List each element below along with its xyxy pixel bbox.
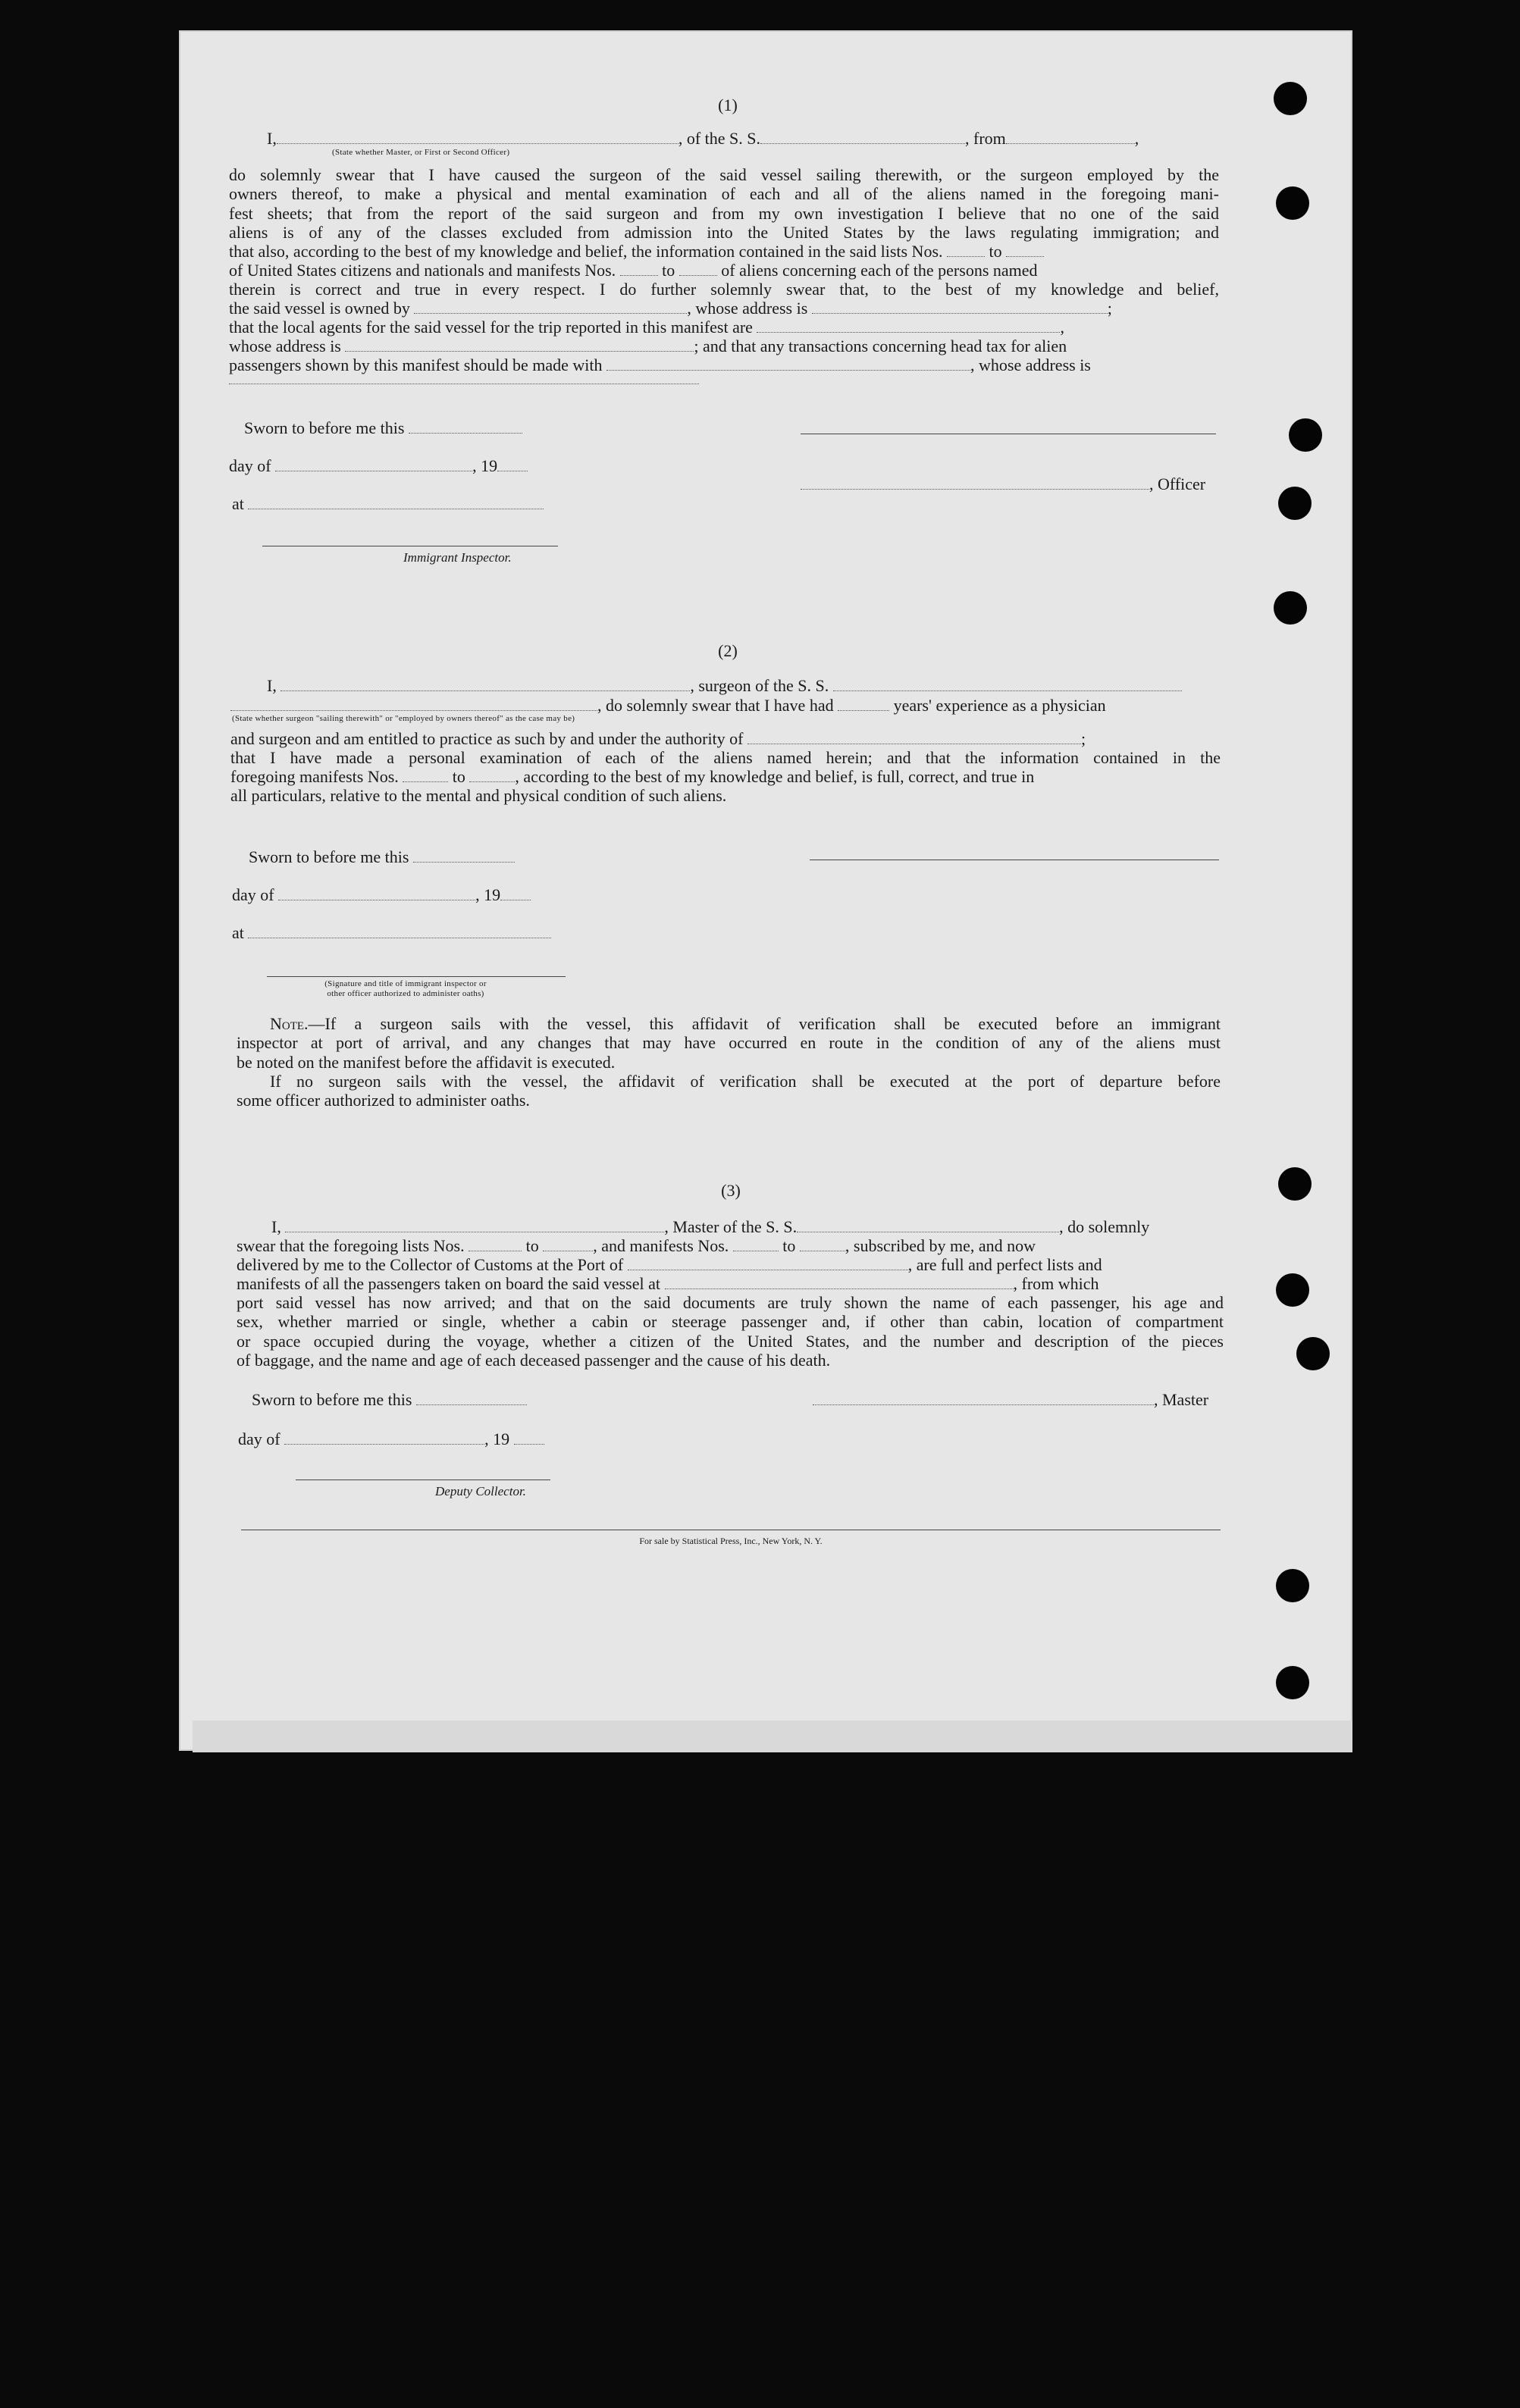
agents-address-blank (345, 340, 694, 352)
manifest-no-blank (800, 1240, 845, 1251)
para-line: all particulars, relative to the mental and physical condition of such aliens. (230, 786, 727, 806)
sworn-label: Sworn to before me this (244, 418, 405, 437)
section-1-paragraph (229, 165, 1219, 388)
years-blank (838, 700, 889, 711)
year-label: , 19 (475, 885, 501, 904)
para-text: , whose address is (970, 355, 1091, 375)
binder-hole (1278, 487, 1312, 520)
list-no-blank (543, 1240, 593, 1251)
para-line: or space occupied during the voyage, whether a citizen of the United States, and the number and description of the pieces (237, 1331, 1224, 1351)
owner-address-blank (812, 302, 1108, 314)
departure-port-blank (665, 1278, 1014, 1289)
section-3-heading: (3) (721, 1181, 741, 1200)
printer-credit: For sale by Statistical Press, Inc., New York, N. Y. (639, 1536, 823, 1546)
master-signature-blank (813, 1394, 1154, 1405)
years-text: years' experience as a physician (893, 696, 1106, 715)
owner-blank (414, 302, 687, 314)
para-text: , whose address is (687, 299, 808, 318)
manifest-no-blank (733, 1240, 779, 1251)
day-line (232, 885, 531, 904)
month-blank (275, 460, 472, 471)
official-signature-line (267, 976, 566, 977)
ship-blank (760, 133, 965, 144)
month-blank (284, 1433, 484, 1445)
note-block (237, 1014, 1221, 1110)
para-text: , do solemnly (1059, 1217, 1150, 1236)
binder-hole (1274, 591, 1307, 625)
sworn-label: Sworn to before me this (252, 1390, 412, 1409)
para-text: delivered by me to the Collector of Customs at the Port of (237, 1255, 624, 1274)
page-edge (193, 1721, 1352, 1752)
para-line: owners thereof, to make a physical and mental examination of each and all of the aliens named in the foregoing mani- (229, 184, 1219, 204)
binder-hole (1276, 186, 1309, 220)
day-label: day of (232, 885, 274, 904)
i-label: I, (271, 1217, 281, 1236)
sworn-label: Sworn to before me this (249, 847, 409, 866)
binder-hole (1296, 1337, 1330, 1370)
to-label: to (525, 1236, 539, 1255)
rank-caption: (State whether Master, or First or Second Officer) (332, 148, 510, 157)
caption-line: (Signature and title of immigrant inspector or (324, 979, 487, 988)
para-text: , (1060, 318, 1064, 337)
para-line: sex, whether married or single, whether a cabin or steerage passenger and, if other than cabin, location of compartment (237, 1312, 1224, 1332)
collector-label: Deputy Collector. (435, 1484, 526, 1498)
sworn-line (252, 1390, 527, 1409)
para-text: that also, according to the best of my knowledge and belief, the information contained in the said lists Nos. (229, 242, 943, 261)
sworn-date-blank (413, 851, 515, 863)
para-line: that I have made a personal examination of each of the aliens named herein; and that the information contained in the (230, 748, 1221, 767)
para-text: , from which (1013, 1274, 1099, 1293)
swear-line (230, 696, 1106, 715)
binder-hole (1274, 82, 1307, 115)
day-label: day of (229, 456, 271, 475)
day-label: day of (238, 1429, 280, 1448)
day-line (238, 1429, 544, 1448)
binder-hole (1276, 1273, 1309, 1307)
to-label: to (662, 261, 675, 280)
manifest-no-blank (403, 771, 448, 782)
para-line (237, 1236, 1224, 1255)
sworn-line (249, 847, 515, 866)
master-name-blank (285, 1221, 664, 1232)
officer-signature-blank (801, 478, 1149, 490)
para-text: of United States citizens and nationals and manifests Nos. (229, 261, 616, 280)
para-line (237, 1217, 1224, 1236)
surgeon-caption: (State whether surgeon "sailing therewith" or "employed by owners thereof" as the case may be) (232, 714, 575, 723)
para-line: do solemnly swear that I have caused the surgeon of the said vessel sailing therewith, or the surgeon employed by the (229, 165, 1219, 184)
list-no-blank (1006, 246, 1044, 257)
master-label: , Master (1154, 1390, 1209, 1409)
officer-line (801, 474, 1205, 493)
address-continuation-blank (229, 379, 699, 384)
at-line (232, 494, 544, 513)
note-line: inspector at port of arrival, and any changes that may have occurred en route in the condition of any of the aliens must (237, 1033, 1221, 1053)
surgeon-line (267, 676, 1182, 695)
para-line (229, 299, 1219, 318)
i-label: I, (267, 676, 277, 695)
para-line (237, 1255, 1224, 1274)
official-caption (258, 979, 553, 999)
section-1-heading: (1) (718, 96, 738, 114)
para-line: fest sheets; that from the report of the said surgeon and from my own investigation I believe that no one of the said (229, 203, 1219, 223)
agents-blank (757, 321, 1060, 333)
sworn-date-blank (409, 422, 522, 434)
note-line (237, 1014, 1221, 1033)
binder-hole (1276, 1569, 1309, 1602)
para-text: , according to the best of my knowledge and belief, is full, correct, and true in (515, 767, 1035, 787)
master-label: , Master of the S. S. (664, 1217, 798, 1236)
sworn-line (244, 418, 522, 437)
place-blank (248, 927, 551, 938)
para-text: , are full and perfect lists and (907, 1255, 1102, 1274)
para-text: ; and that any transactions concerning head tax for alien (694, 337, 1067, 356)
binder-hole (1276, 1666, 1309, 1699)
ship-blank (833, 680, 1182, 691)
manifest-no-blank (679, 265, 717, 276)
para-line (229, 242, 1219, 261)
note-line: If no surgeon sails with the vessel, the affidavit of verification shall be executed at the port of departure before (270, 1071, 1221, 1091)
para-text: swear that the foregoing lists Nos. (237, 1236, 465, 1255)
para-text: the said vessel is owned by (229, 299, 410, 318)
to-label: to (452, 767, 465, 787)
para-line (230, 767, 1221, 786)
para-text: manifests of all the passengers taken on board the said vessel at (237, 1274, 661, 1293)
from-blank (1006, 133, 1135, 144)
para-line (229, 355, 1219, 374)
capacity-blank (230, 700, 597, 711)
binder-hole (1278, 1167, 1312, 1201)
month-blank (278, 889, 475, 900)
year-blank (514, 1433, 544, 1445)
para-text: , and manifests Nos. (593, 1236, 729, 1255)
name-blank (277, 133, 679, 144)
master-signature-line (813, 1390, 1208, 1409)
at-line (232, 923, 551, 942)
para-text: foregoing manifests Nos. (230, 767, 399, 787)
caption-line: other officer authorized to administer oaths) (327, 989, 484, 998)
note-line: some officer authorized to administer oaths. (237, 1090, 530, 1110)
para-text: that the local agents for the said vessel for the trip reported in this manifest are (229, 318, 753, 337)
head-tax-blank (606, 359, 970, 371)
surgeon-label: , surgeon of the S. S. (690, 676, 829, 695)
officer-label: , Officer (1149, 474, 1206, 493)
note-label: Note. (270, 1014, 309, 1033)
section-2-paragraph (230, 729, 1221, 805)
swear-text: , do solemnly swear that I have had (597, 696, 834, 715)
para-line (229, 318, 1219, 337)
para-text: passengers shown by this manifest should be made with (229, 355, 603, 375)
day-line (229, 456, 528, 475)
inspector-label: Immigrant Inspector. (403, 550, 512, 565)
manifest-no-blank (469, 771, 515, 782)
para-text: ; (1081, 729, 1086, 748)
sworn-date-blank (416, 1394, 527, 1405)
para-line (229, 261, 1219, 280)
authority-blank (747, 733, 1081, 744)
from-label: , from (965, 129, 1006, 148)
port-blank (628, 1259, 908, 1270)
para-text: ; (1107, 299, 1112, 318)
year-label: , 19 (484, 1429, 510, 1448)
section-3-paragraph (237, 1217, 1224, 1370)
para-text: of aliens concerning each of the persons named (721, 261, 1038, 280)
note-text: —If a surgeon sails with the vessel, this affidavit of verification shall be executed before an immigrant (308, 1014, 1221, 1033)
para-line: port said vessel has now arrived; and that on the said documents are truly shown the name of each passenger, his age and (237, 1293, 1224, 1312)
year-blank (497, 460, 528, 471)
para-line (229, 337, 1219, 355)
para-text: whose address is (229, 337, 341, 356)
list-no-blank (469, 1240, 522, 1251)
para-text: and surgeon and am entitled to practice as such by and under the authority of (230, 729, 744, 748)
at-label: at (232, 923, 244, 942)
surgeon-name-blank (280, 680, 690, 691)
master-declaration-line (267, 129, 1221, 148)
para-line (237, 1274, 1224, 1293)
i-label: I, (267, 129, 277, 148)
para-line: of baggage, and the name and age of each deceased passenger and the cause of his death. (237, 1350, 831, 1370)
year-blank (500, 889, 531, 900)
list-no-blank (947, 246, 985, 257)
para-line: aliens is of any of the classes excluded from admission into the United States by the laws regulating immigration; and (229, 222, 1219, 242)
note-line: be noted on the manifest before the affidavit is executed. (237, 1052, 616, 1072)
section-2-heading: (2) (718, 641, 738, 660)
ship-label: , of the S. S. (678, 129, 761, 148)
binder-hole (1289, 418, 1322, 452)
to-label: to (782, 1236, 796, 1255)
manifest-no-blank (620, 265, 658, 276)
at-label: at (232, 494, 244, 513)
para-line: therein is correct and true in every respect. I do further solemnly swear that, to the best of my knowledge and belief, (229, 280, 1219, 299)
para-text: , subscribed by me, and now (845, 1236, 1036, 1255)
to-label: to (989, 242, 1002, 261)
para-line (230, 729, 1221, 748)
year-label: , 19 (472, 456, 498, 475)
ship-blank (797, 1221, 1059, 1232)
comma: , (1134, 129, 1139, 148)
place-blank (248, 498, 544, 509)
